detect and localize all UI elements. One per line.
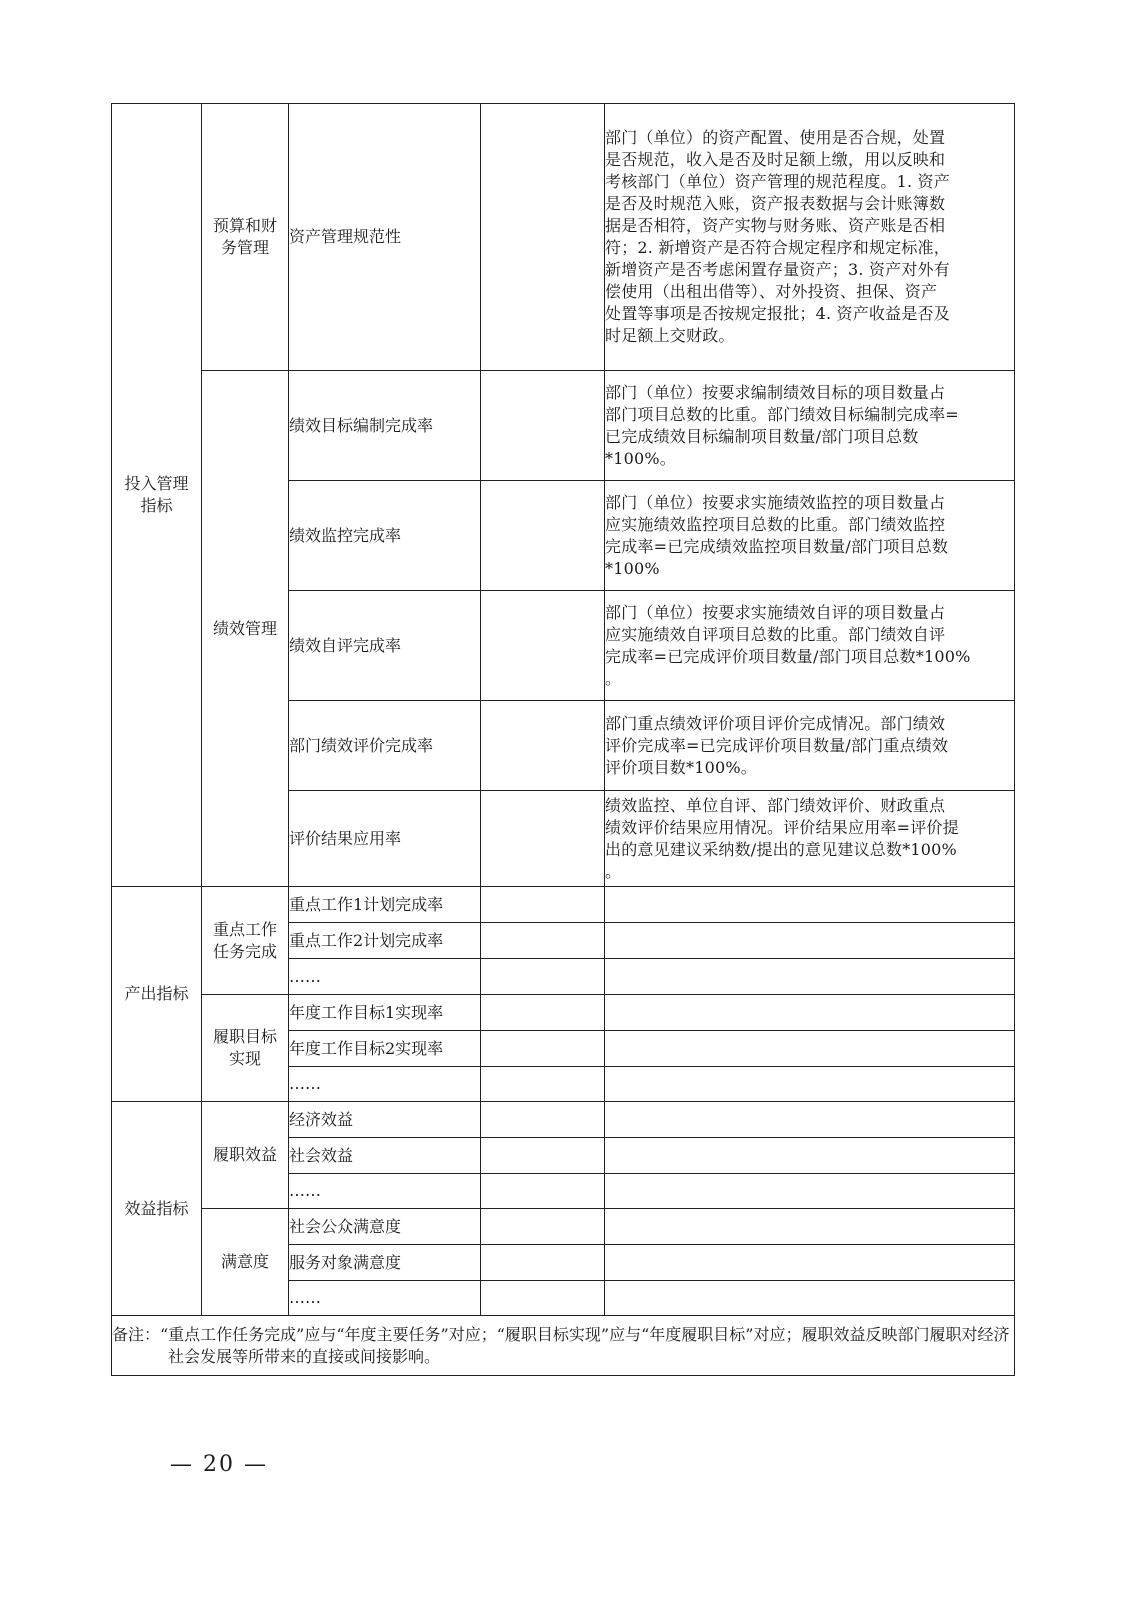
indicator-cell: 年度工作目标1实现率 [289,995,481,1031]
subcategory-budget-finance: 预算和财 务管理 [202,104,289,371]
value-cell [481,959,605,995]
indicator-table [111,103,1015,1376]
value-cell [481,1245,605,1281]
description-cell: 部门（单位）按要求实施绩效监控的项目数量占 应实施绩效监控项目总数的比重。部门绩效监控 完成率=已完成绩效监控项目数量/部门项目总数 *100% [605,481,1015,591]
value-cell [481,1281,605,1316]
indicator-cell: 服务对象满意度 [289,1245,481,1281]
category-input-management: 投入管理 指标 [112,104,202,887]
description-cell: 部门（单位）按要求编制绩效目标的项目数量占 部门项目总数的比重。部门绩效目标编制完成率= 已完成绩效目标编制项目数量/部门项目总数 *100%。 [605,371,1015,481]
value-cell [481,923,605,959]
table-row [112,371,1015,481]
indicator-cell: 年度工作目标2实现率 [289,1031,481,1067]
value-cell [481,371,605,481]
indicator-cell: …… [289,1067,481,1102]
table-row [112,104,1015,371]
subcategory-key-tasks: 重点工作 任务完成 [202,887,289,995]
indicator-cell: 绩效目标编制完成率 [289,371,481,481]
page-number: — 20 — [170,1452,268,1477]
description-cell [605,1031,1015,1067]
subcategory-satisfaction: 满意度 [202,1209,289,1316]
value-cell [481,1174,605,1209]
description-cell [605,1067,1015,1102]
subcategory-duty-benefit: 履职效益 [202,1102,289,1209]
indicator-cell: 重点工作2计划完成率 [289,923,481,959]
table-row [112,887,1015,923]
value-cell [481,1138,605,1174]
description-cell: 部门重点绩效评价项目评价完成情况。部门绩效 评价完成率=已完成评价项目数量/部门重点绩效 评价项目数*100%。 [605,701,1015,791]
value-cell [481,1209,605,1245]
indicator-cell: 绩效监控完成率 [289,481,481,591]
table-row [112,1102,1015,1138]
indicator-cell: 评价结果应用率 [289,791,481,887]
indicator-cell: 重点工作1计划完成率 [289,887,481,923]
description-cell [605,995,1015,1031]
description-cell [605,1138,1015,1174]
category-output: 产出指标 [112,887,202,1102]
value-cell [481,481,605,591]
value-cell [481,995,605,1031]
value-cell [481,791,605,887]
category-benefit: 效益指标 [112,1102,202,1316]
value-cell [481,887,605,923]
description-cell [605,1209,1015,1245]
indicator-cell: …… [289,1281,481,1316]
value-cell [481,591,605,701]
value-cell [481,1067,605,1102]
subcategory-performance: 绩效管理 [202,371,289,887]
table-row [112,995,1015,1031]
indicator-cell: 资产管理规范性 [289,104,481,371]
description-cell [605,1102,1015,1138]
indicator-cell: 经济效益 [289,1102,481,1138]
table-row [112,1316,1015,1376]
description-cell: 部门（单位）按要求实施绩效自评的项目数量占 应实施绩效自评项目总数的比重。部门绩效自评 完成率=已完成评价项目数量/部门项目总数*100% 。 [605,591,1015,701]
indicator-cell: 部门绩效评价完成率 [289,701,481,791]
description-cell: 部门（单位）的资产配置、使用是否合规，处置 是否规范，收入是否及时足额上缴，用以反映和 考核部门（单位）资产管理的规范程度。1. 资产 是否及时规范入账，资产报表数据与会计账簿数 据是否相符，资产实物与财务账、资产账是否相 符；2. 新增资产是否符合规定程序和规定标准， 新增资产是否考虑闲置存量资产；3. 资产对外有 偿使用（出租出借等）、对外投资、担保、资产 处置等事项是否按规定报批；4. 资产收益是否及 时足额上交财政。 [605,104,1015,371]
subcategory-duty-goals: 履职目标 实现 [202,995,289,1102]
description-cell [605,1245,1015,1281]
description-cell: 绩效监控、单位自评、部门绩效评价、财政重点 绩效评价结果应用情况。评价结果应用率=评价提 出的意见建议采纳数/提出的意见建议总数*100% 。 [605,791,1015,887]
indicator-cell: 绩效自评完成率 [289,591,481,701]
description-cell [605,959,1015,995]
indicator-cell: 社会效益 [289,1138,481,1174]
indicator-cell: …… [289,959,481,995]
description-cell [605,1174,1015,1209]
description-cell [605,1281,1015,1316]
indicator-cell: 社会公众满意度 [289,1209,481,1245]
footnote-text: 备注：“重点工作任务完成”应与“年度主要任务”对应；“履职目标实现”应与“年度履职目标”对应；履职效益反映部门履职对经济社会发展等所带来的直接或间接影响。 [112,1324,1010,1366]
table-row [112,1209,1015,1245]
value-cell [481,1102,605,1138]
footnote [112,1316,1015,1376]
description-cell [605,923,1015,959]
value-cell [481,104,605,371]
indicator-cell: …… [289,1174,481,1209]
value-cell [481,1031,605,1067]
value-cell [481,701,605,791]
description-cell [605,887,1015,923]
